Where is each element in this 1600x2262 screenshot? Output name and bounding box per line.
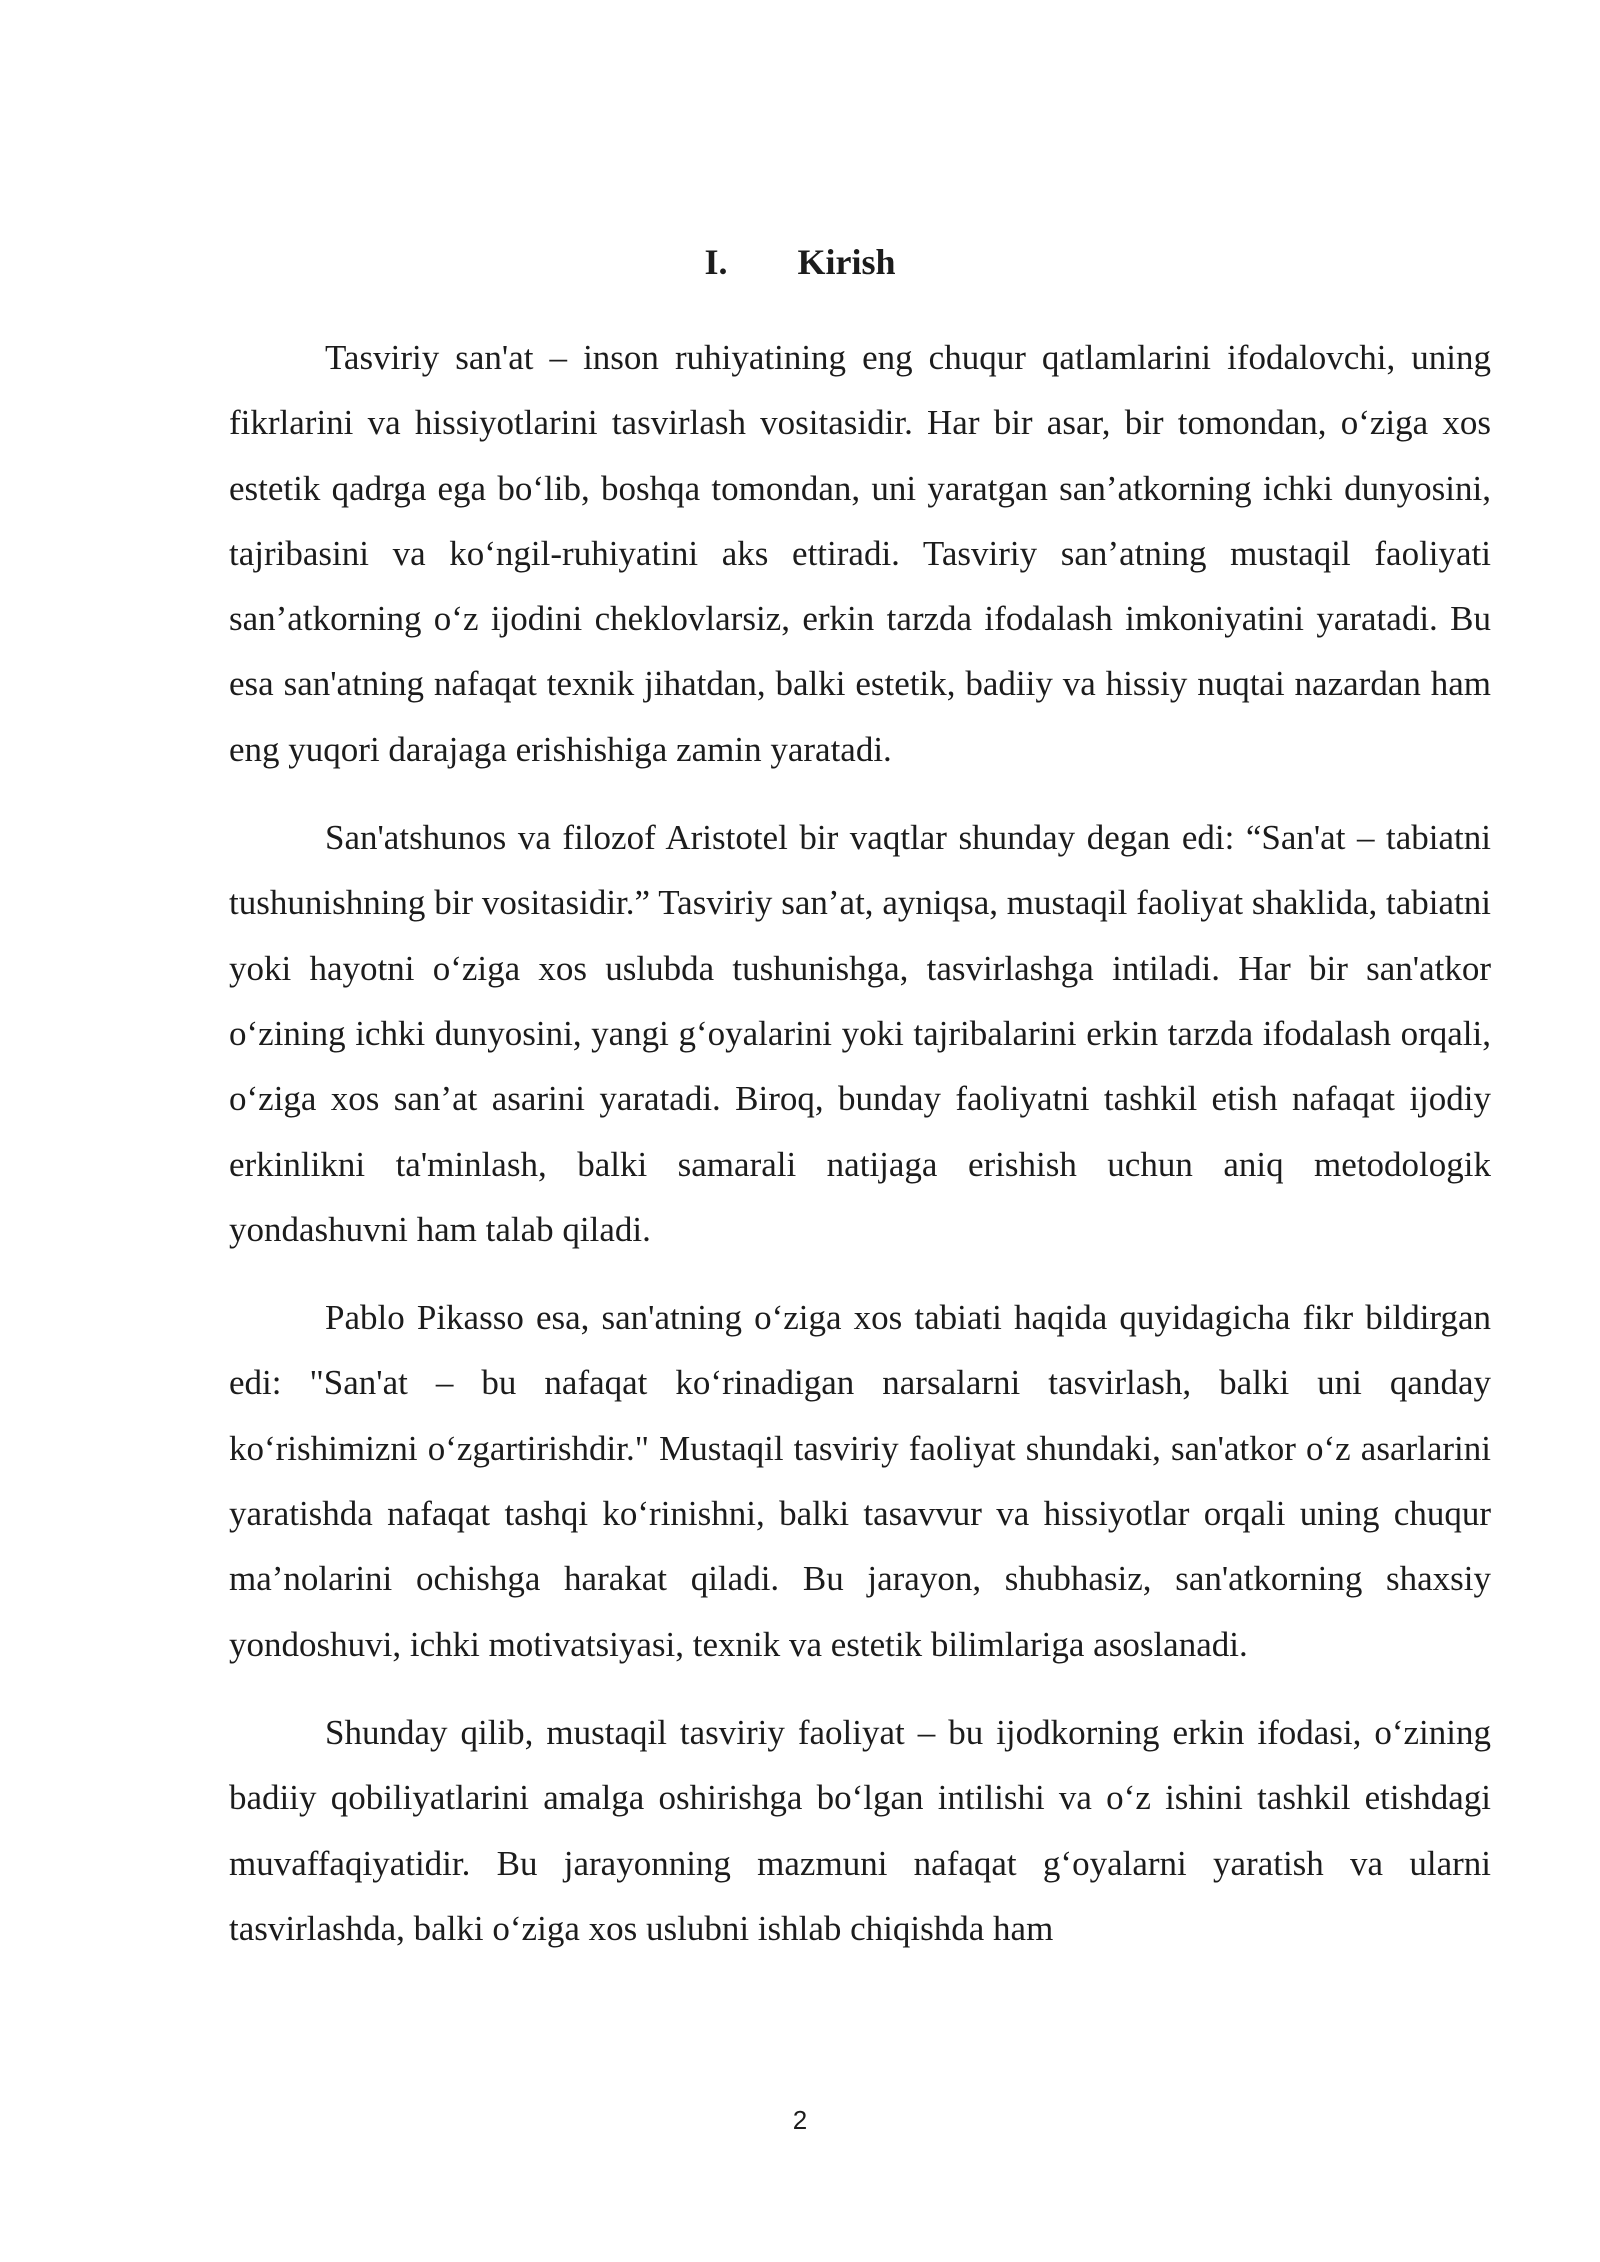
body-text (229, 325, 1491, 1984)
paragraph: Tasviriy san'at – inson ruhiyatining eng chuqur qatlamlarini ifodalovchi, uning fikrlarini va hissiyotlarini tasvirlash vositasidir. Har bir asar, bir tomondan, o‘ziga xos estetik qadrga ega bo‘lib, boshqa tomondan, uni yaratgan san’atkorning ichki dunyosini, tajribasini va ko‘ngil-ruhiyatini aks ettiradi. Tasviriy san’atning mustaqil faoliyati san’atkorning o‘z ijodini cheklovlarsiz, erkin tarzda ifodalash imkoniyatini yaratadi. Bu esa san'atning nafaqat texnik jihatdan, balki estetik, badiiy va hissiy nuqtai nazardan ham eng yuqori darajaga erishishiga zamin yaratadi. (229, 338, 1491, 769)
section-number: I. (704, 242, 728, 282)
paragraph: Pablo Pikasso esa, san'atning o‘ziga xos tabiati haqida quyidagicha fikr bildirgan edi: "San'at – bu nafaqat ko‘rinadigan narsalarni tasvirlash, balki uni qanday ko‘rishimizni o‘zgartirishdir." Mustaqil tasviriy faoliyat shundaki, san'atkor o‘z asarlarini yaratishda nafaqat tashqi ko‘rinishni, balki tasavvur va hissiyotlar orqali uning chuqur ma’nolarini ochishga harakat qiladi. Bu jarayon, shubhasiz, san'atkorning shaxsiy yondoshuvi, ichki motivatsiyasi, texnik va estetik bilimlariga asoslanadi. (229, 1298, 1491, 1664)
section-heading (0, 238, 1600, 286)
paragraph: Shunday qilib, mustaqil tasviriy faoliyat – bu ijodkorning erkin ifodasi, o‘zining badiiy qobiliyatlarini amalga oshirishga bo‘lgan intilishi va o‘z ishini tashkil etishdagi muvaffaqiyatidir. Bu jarayonning mazmuni nafaqat g‘oyalarni yaratish va ularni tasvirlashda, balki o‘ziga xos uslubni ishlab chiqishda ham (229, 1712, 1491, 1948)
paragraph: San'atshunos va filozof Aristotel bir vaqtlar shunday degan edi: “San'at – tabiatni tushunishning bir vositasidir.” Tasviriy san’at, ayniqsa, mustaqil faoliyat shaklida, tabiatni yoki hayotni o‘ziga xos uslubda tushunishga, tasvirlashga intiladi. Har bir san'atkor o‘zining ichki dunyosini, yangi g‘oyalarini yoki tajribalarini erkin tarzda ifodalash orqali, o‘ziga xos san’at asarini yaratadi. Biroq, bunday faoliyatni tashkil etish nafaqat ijodiy erkinlikni ta'minlash, balki samarali natijaga erishish uchun aniq metodologik yondashuvni ham talab qiladi. (229, 818, 1491, 1249)
page-number: 2 (792, 2105, 808, 2135)
section-title: Kirish (797, 242, 896, 282)
